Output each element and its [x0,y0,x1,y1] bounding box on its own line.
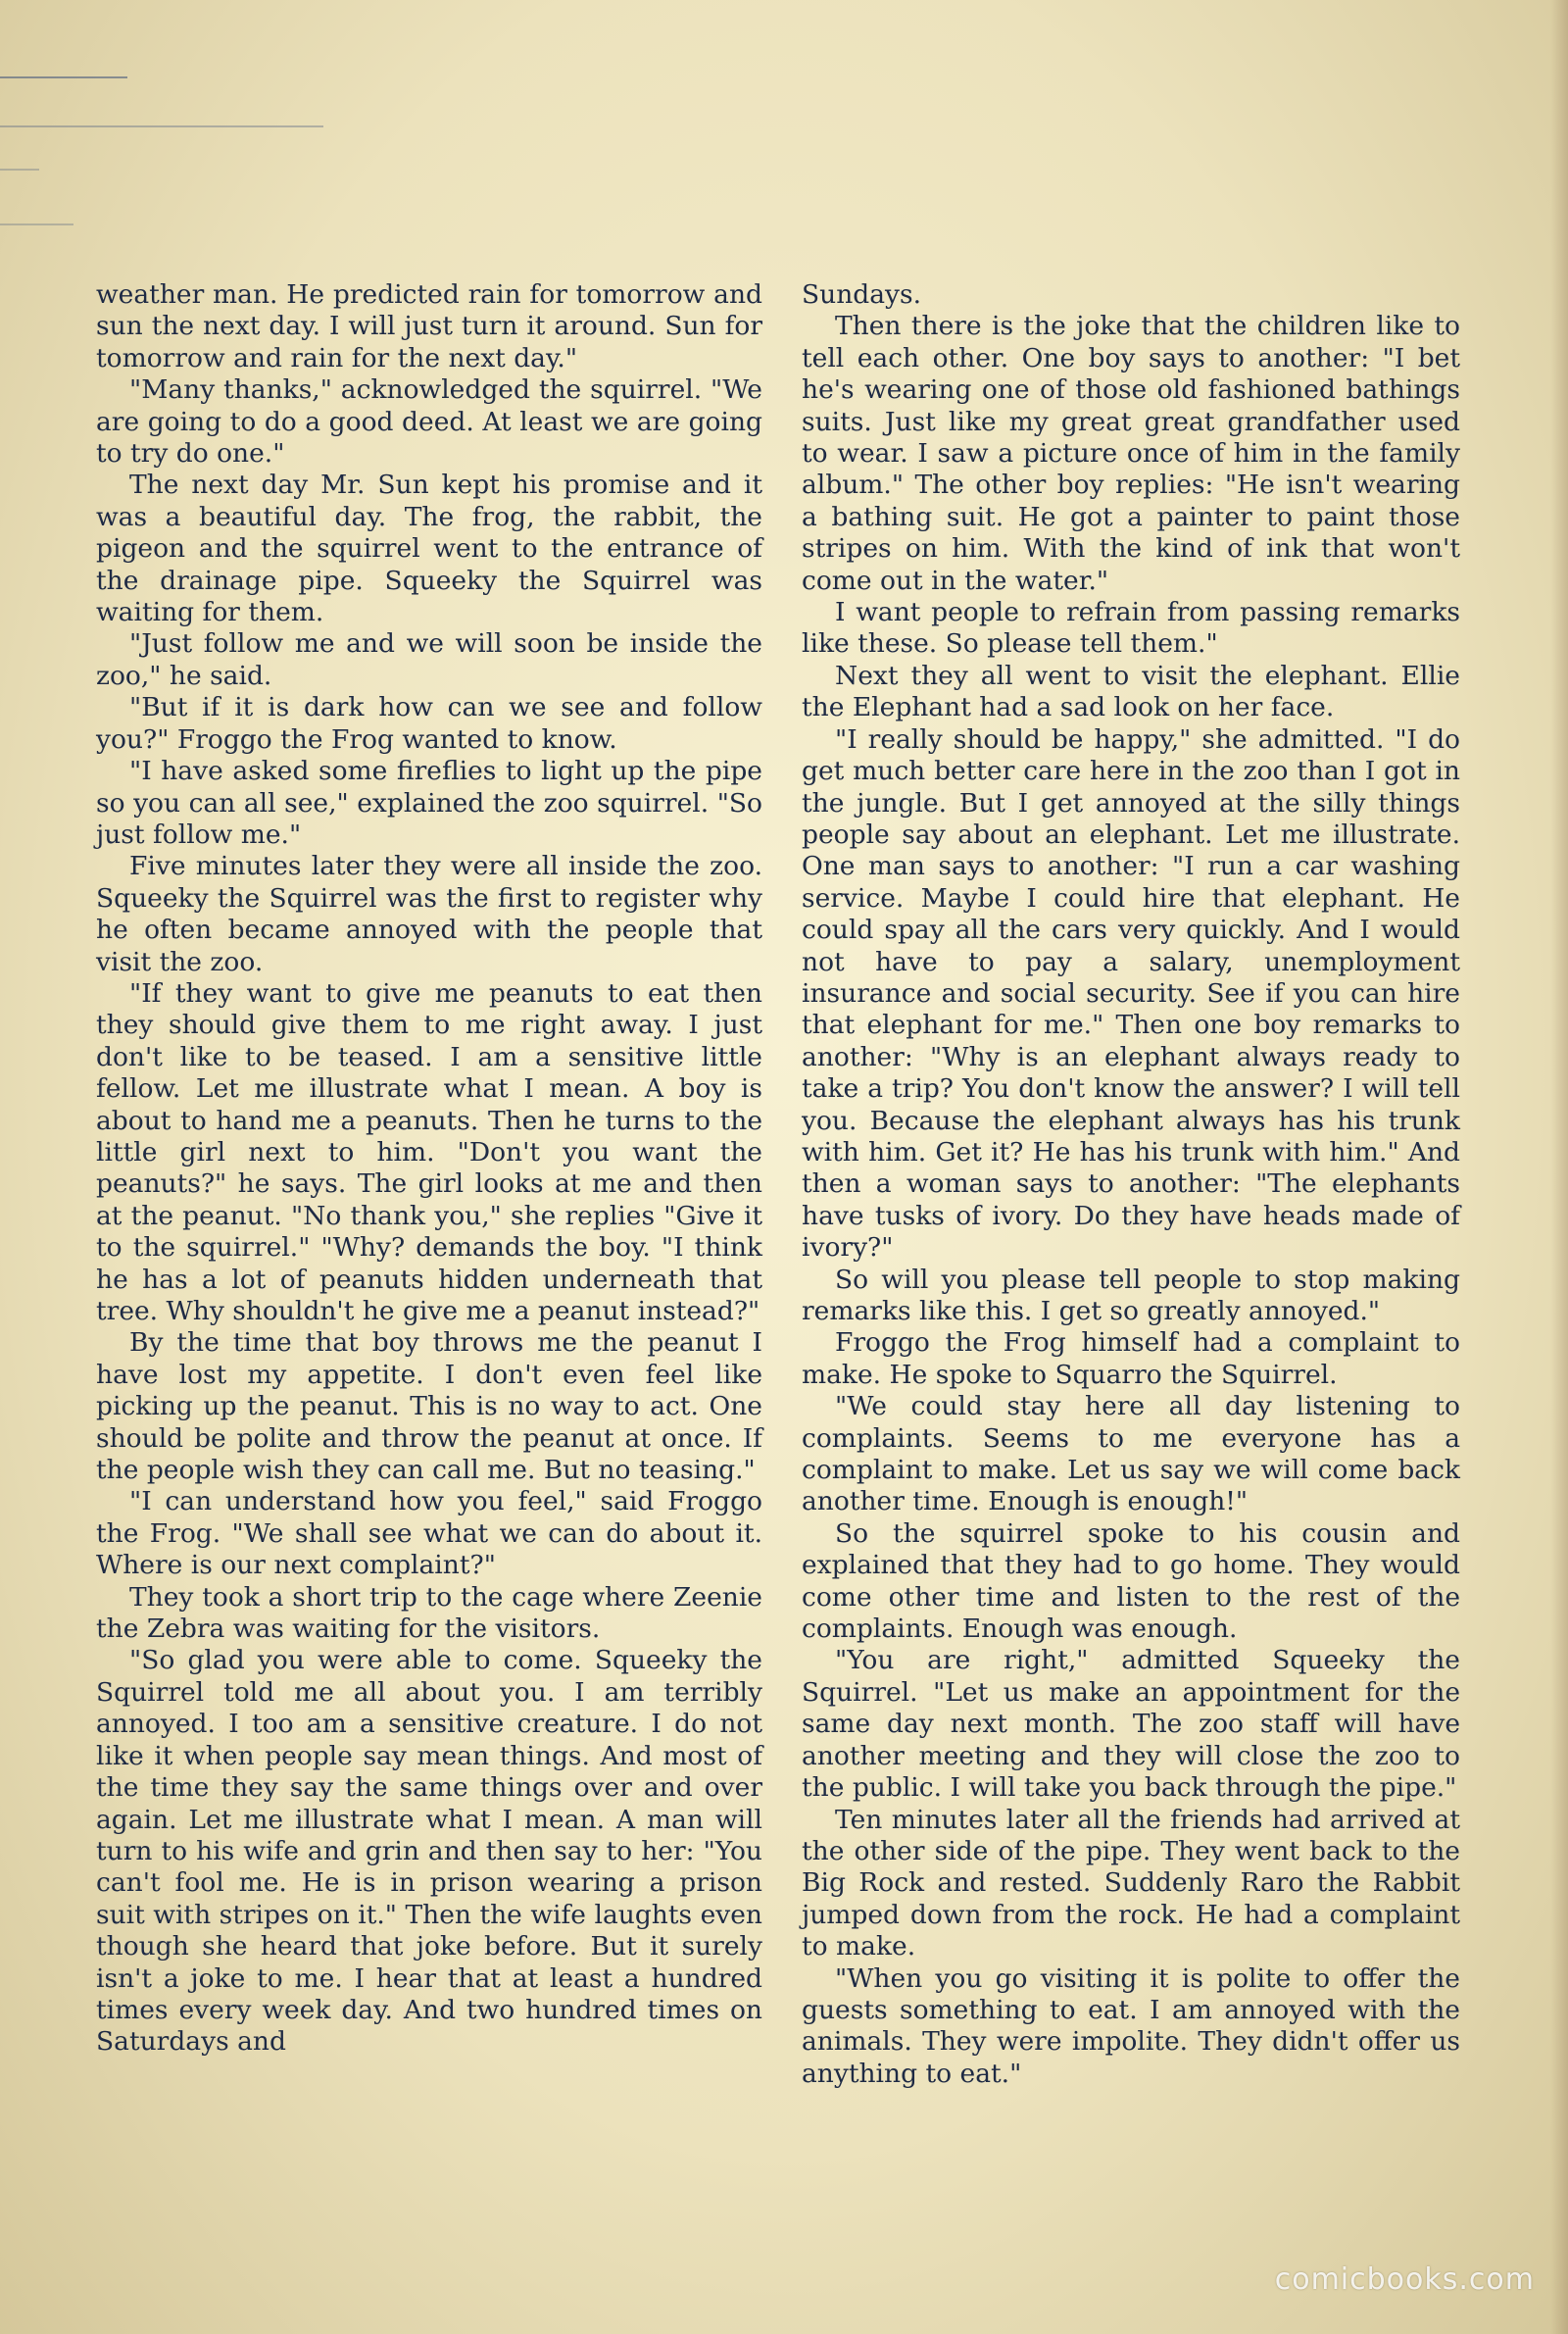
paragraph: So will you please tell people to stop making remarks like this. I get so greatly annoyed." [802,1264,1460,1326]
paragraph: So the squirrel spoke to his cousin and explained that they had to go home. They would come other time and listen to the rest of the complaints. Enough was enough. [802,1517,1460,1645]
paragraph: Next they all went to visit the elephant. Ellie the Elephant had a sad look on her face. [802,660,1460,723]
paragraph: "You are right," admitted Squeeky the Squirrel. "Let us make an appointment for the same day next month. The zoo staff will have another meeting and they will close the zoo to the public. I will take you back through the pipe." [802,1645,1460,1804]
paragraph: Five minutes later they were all inside the zoo. Squeeky the Squirrel was the first to register why he often became annoyed with the people that visit the zoo. [96,851,762,977]
paragraph: Froggo the Frog himself had a complaint to make. He spoke to Squarro the Squirrel. [802,1327,1460,1390]
paragraph: "I can understand how you feel," said Froggo the Frog. "We shall see what we can do about it. Where is our next complaint?" [96,1486,762,1581]
paragraph: "If they want to give me peanuts to eat then they should give them to me right away. I just don't like to be teased. I am a sensitive little fellow. Let me illustrate what I mean. A boy is about to hand me a peanuts. Then he turns to the little girl next to him. "Don't you want the peanuts?" he says. The girl looks at me and then at the peanut. "No thank you," she replies "Give it to the squirrel." "Why? demands the boy. "I think he has a lot of peanuts hidden underneath that tree. Why shouldn't he give me a peanut instead?" [96,977,762,1326]
margin-ink-mark [0,125,323,127]
paragraph: "But if it is dark how can we see and follow you?" Froggo the Frog wanted to know. [96,692,762,755]
margin-ink-mark [0,169,39,171]
paragraph: "When you go visiting it is polite to offer the guests something to eat. I am annoyed with the animals. They were impolite. They didn't offer us anything to eat." [802,1962,1460,2089]
paragraph: They took a short trip to the cage where Zeenie the Zebra was waiting for the visitors. [96,1581,762,1645]
paragraph: By the time that boy throws me the peanut I have lost my appetite. I don't even feel like picking up the peanut. This is no way to act. One should be polite and throw the peanut at once. If the people wish they can call me. But no teasing." [96,1327,762,1486]
paragraph: I want people to refrain from passing remarks like these. So please tell them." [802,597,1460,660]
paragraph: "So glad you were able to come. Squeeky the Squirrel told me all about you. I am terribly annoyed. I too am a sensitive creature. I do not like it when people say mean things. And most of the time they say the same things over and over again. Let me illustrate what I mean. A man will turn to his wife and grin and then say to her: "You can't fool me. He is in prison wearing a prison suit with stripes on it." Then the wife laughts even though she heard that joke before. But it surely isn't a joke to me. I hear that at least a hundred times every week day. And two hundred times on Saturdays and [96,1645,762,2058]
paragraph: The next day Mr. Sun kept his promise and it was a beautiful day. The frog, the rabbit, the pigeon and the squirrel went to the entrance of the drainage pipe. Squeeky the Squirrel was waiting for them. [96,470,762,628]
bleed-through-artwork: ​ [781,186,787,323]
right-text-column [802,279,1460,2090]
paragraph: weather man. He predicted rain for tomorrow and sun the next day. I will just turn it around. Sun for tomorrow and rain for the next day." [96,279,762,373]
paragraph: Sundays. [802,279,922,310]
paragraph: Then there is the joke that the children like to tell each other. One boy says to another: "I bet he's wearing one of those old fashioned bathings suits. Just like my great great grandfather used to wear. I saw a picture once of him in the family album." The other boy replies: "He isn't wearing a bathing suit. He got a painter to paint those stripes on him. With the kind of ink that won't come out in the water." [802,311,1460,596]
paragraph: Ten minutes later all the friends had arrived at the other side of the pipe. They went back to the Big Rock and rested. Suddenly Raro the Rabbit jumped down from the rock. He had a complaint to make. [802,1804,1460,1962]
paragraph: "I really should be happy," she admitted. "I do get much better care here in the zoo than I got in the jungle. But I get annoyed at the silly things people say about an elephant. Let me illustrate. One man says to another: "I run a car washing service. Maybe I could hire that elephant. He could spay all the cars very quickly. And I would not have to pay a salary, unemployment insurance and social security. See if you can hire that elephant for me." Then one boy remarks to another: "Why is an elephant always ready to take a trip? You don't know the answer? I will tell you. Because the elephant always has his trunk with him. Get it? He has his trunk with him." And then a woman says to another: "The elephants have tusks of ivory. Do they have heads made of ivory?" [802,723,1460,1264]
site-watermark: comicbooks.com [1274,2262,1535,2297]
left-text-column [96,279,762,2059]
margin-ink-mark [0,76,127,78]
paragraph: "Many thanks," acknowledged the squirrel. "We are going to do a good deed. At least we are going to try do one." [96,374,762,470]
margin-ink-mark [0,223,74,225]
paragraph: "I have asked some fireflies to light up the pipe so you can all see," explained the zoo squirrel. "So just follow me." [96,756,762,850]
paragraph: "We could stay here all day listening to complaints. Seems to me everyone has a complaint to make. Let us say we will come back another time. Enough is enough!" [802,1391,1460,1517]
paragraph: "Just follow me and we will soon be inside the zoo," he said. [96,628,762,691]
page-edge-shadow [1550,0,1568,2334]
